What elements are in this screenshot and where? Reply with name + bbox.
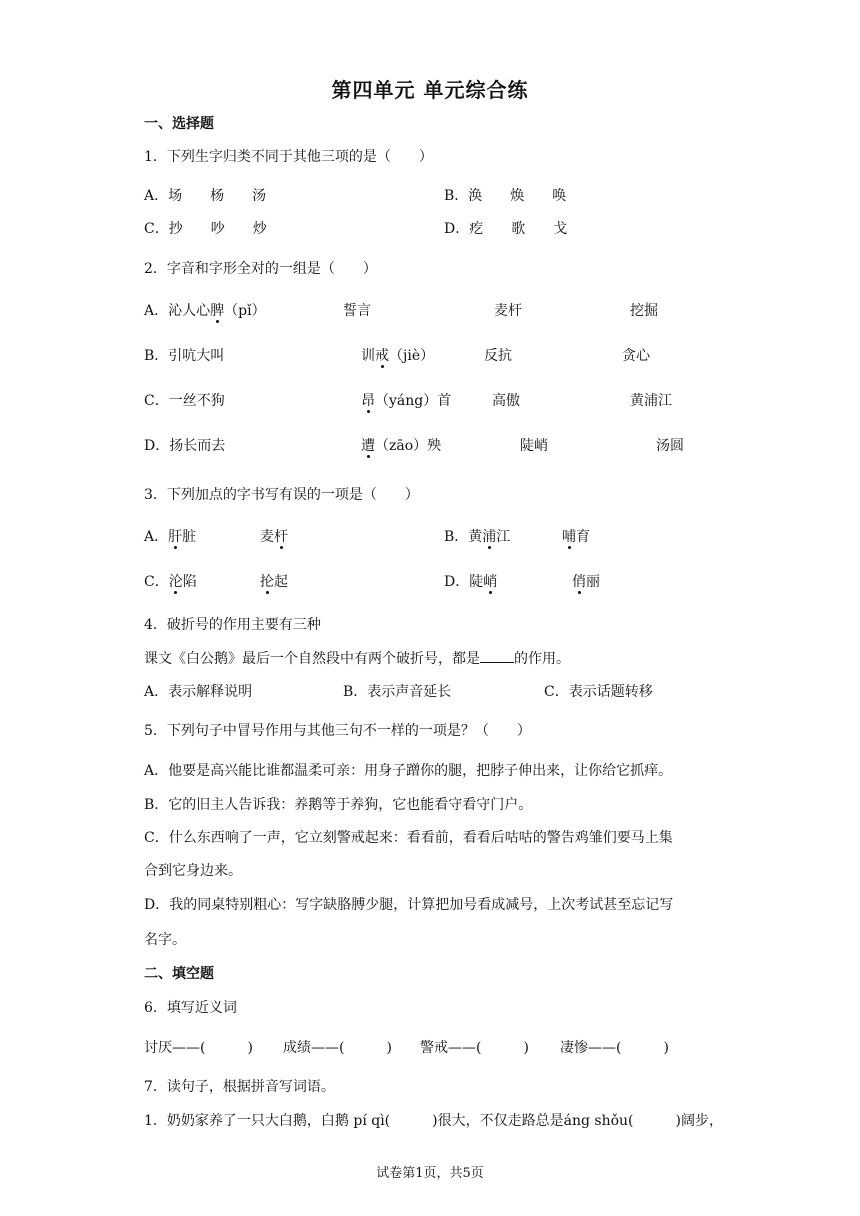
q1-option-b: B．涣 焕 唤 bbox=[444, 188, 567, 204]
q2-a-word-3: 麦杆 bbox=[494, 303, 522, 319]
question-6-stem: 6．填写近义词 bbox=[144, 1000, 237, 1016]
q2-b-word-1: B．引吭大叫 bbox=[144, 348, 225, 364]
q2-d-word-3: 陡峭 bbox=[520, 438, 548, 454]
question-4-text: 课文《白公鹅》最后一个自然段中有两个破折号，都是 的作用。 bbox=[144, 651, 570, 667]
answer-blank[interactable] bbox=[480, 650, 514, 663]
q1-option-a: A．场 杨 汤 bbox=[144, 188, 267, 204]
q2-a-word-4: 挖掘 bbox=[630, 303, 658, 319]
q2-a-word-2: 誓言 bbox=[343, 303, 371, 319]
q3-a-word-1: A．肝脏 bbox=[144, 529, 197, 545]
q2-a-word-1: A．沁人心脾（pǐ） bbox=[144, 303, 266, 319]
q2-d-word-1: D．扬长而去 bbox=[144, 438, 226, 454]
q3-c-word-1: C．沦陷 bbox=[144, 574, 197, 590]
q3-d-word-1: D．陡峭 bbox=[444, 574, 498, 590]
q5-option-b: B．它的旧主人告诉我：养鹅等于养狗，它也能看守看守门户。 bbox=[144, 797, 533, 813]
q1-option-d: D．疙 歌 戈 bbox=[444, 221, 568, 237]
section-heading-choice: 一、选择题 bbox=[144, 116, 214, 132]
q4-option-b: B．表示声音延长 bbox=[343, 684, 452, 700]
q1-option-c: C．抄 吵 炒 bbox=[144, 221, 267, 237]
q5-option-d-line-1: D．我的同桌特别粗心：写字缺胳膊少腿，计算把加号看成减号，上次考试甚至忘记写 bbox=[144, 897, 674, 913]
q3-b-word-2: 哺育 bbox=[562, 529, 590, 545]
q2-d-word-2: 遭（zāo）殃 bbox=[361, 438, 442, 454]
q4-option-c: C．表示话题转移 bbox=[544, 684, 653, 700]
question-4-stem: 4．破折号的作用主要有三种 bbox=[144, 617, 321, 633]
section-heading-fill: 二、填空题 bbox=[144, 966, 214, 982]
question-5-stem: 5．下列句子中冒号作用与其他三句不一样的一项是？（ ） bbox=[144, 723, 531, 739]
q5-option-c-line-1: C．什么东西响了一声，它立刻警戒起来：看看前，看看后咕咕的警告鸡雏们要马上集 bbox=[144, 830, 673, 846]
q5-option-a: A．他要是高兴能比谁都温柔可亲：用身子蹭你的腿，把脖子伸出来，让你给它抓痒。 bbox=[144, 763, 673, 779]
q7-sentence-1: 1．奶奶家养了一只大白鹅，白鹅 pí qì( )很大，不仅走路总是áng shǒu( )阔步， bbox=[144, 1113, 723, 1129]
page-footer: 试卷第1页，共5页 bbox=[376, 1166, 484, 1181]
q6-word-3: 警戒——( ) bbox=[420, 1040, 529, 1056]
question-7-stem: 7．读句子，根据拼音写词语。 bbox=[144, 1079, 335, 1095]
q3-c-word-2: 抡起 bbox=[260, 574, 288, 590]
q2-c-word-3: 高傲 bbox=[492, 393, 520, 409]
question-2-stem: 2．字音和字形全对的一组是（ ） bbox=[144, 261, 377, 277]
question-1-stem: 1．下列生字归类不同于其他三项的是（ ） bbox=[144, 149, 433, 165]
q5-option-c-line-2: 合到它身边来。 bbox=[144, 863, 242, 879]
q3-a-word-2: 麦杆 bbox=[260, 529, 288, 545]
q2-c-word-2: 昂（yáng）首 bbox=[361, 393, 452, 409]
q2-b-word-3: 反抗 bbox=[484, 348, 512, 364]
page-title: 第四单元 单元综合练 bbox=[331, 78, 529, 102]
q6-word-4: 凄惨——( ) bbox=[560, 1040, 669, 1056]
q2-b-word-4: 贪心 bbox=[622, 348, 650, 364]
q2-c-word-4: 黄浦江 bbox=[630, 393, 672, 409]
q2-d-word-4: 汤圆 bbox=[656, 438, 684, 454]
q2-b-word-2: 训戒（jiè） bbox=[361, 348, 435, 364]
q6-word-2: 成绩——( ) bbox=[283, 1040, 392, 1056]
q4-option-a: A．表示解释说明 bbox=[144, 684, 253, 700]
q3-d-word-2: 俏丽 bbox=[572, 574, 600, 590]
q3-b-word-1: B．黄浦江 bbox=[444, 529, 511, 545]
question-3-stem: 3．下列加点的字书写有误的一项是（ ） bbox=[144, 487, 419, 503]
q6-word-1: 讨厌——( ) bbox=[144, 1040, 253, 1056]
q5-option-d-line-2: 名字。 bbox=[144, 932, 186, 948]
q2-c-word-1: C．一丝不狗 bbox=[144, 393, 225, 409]
